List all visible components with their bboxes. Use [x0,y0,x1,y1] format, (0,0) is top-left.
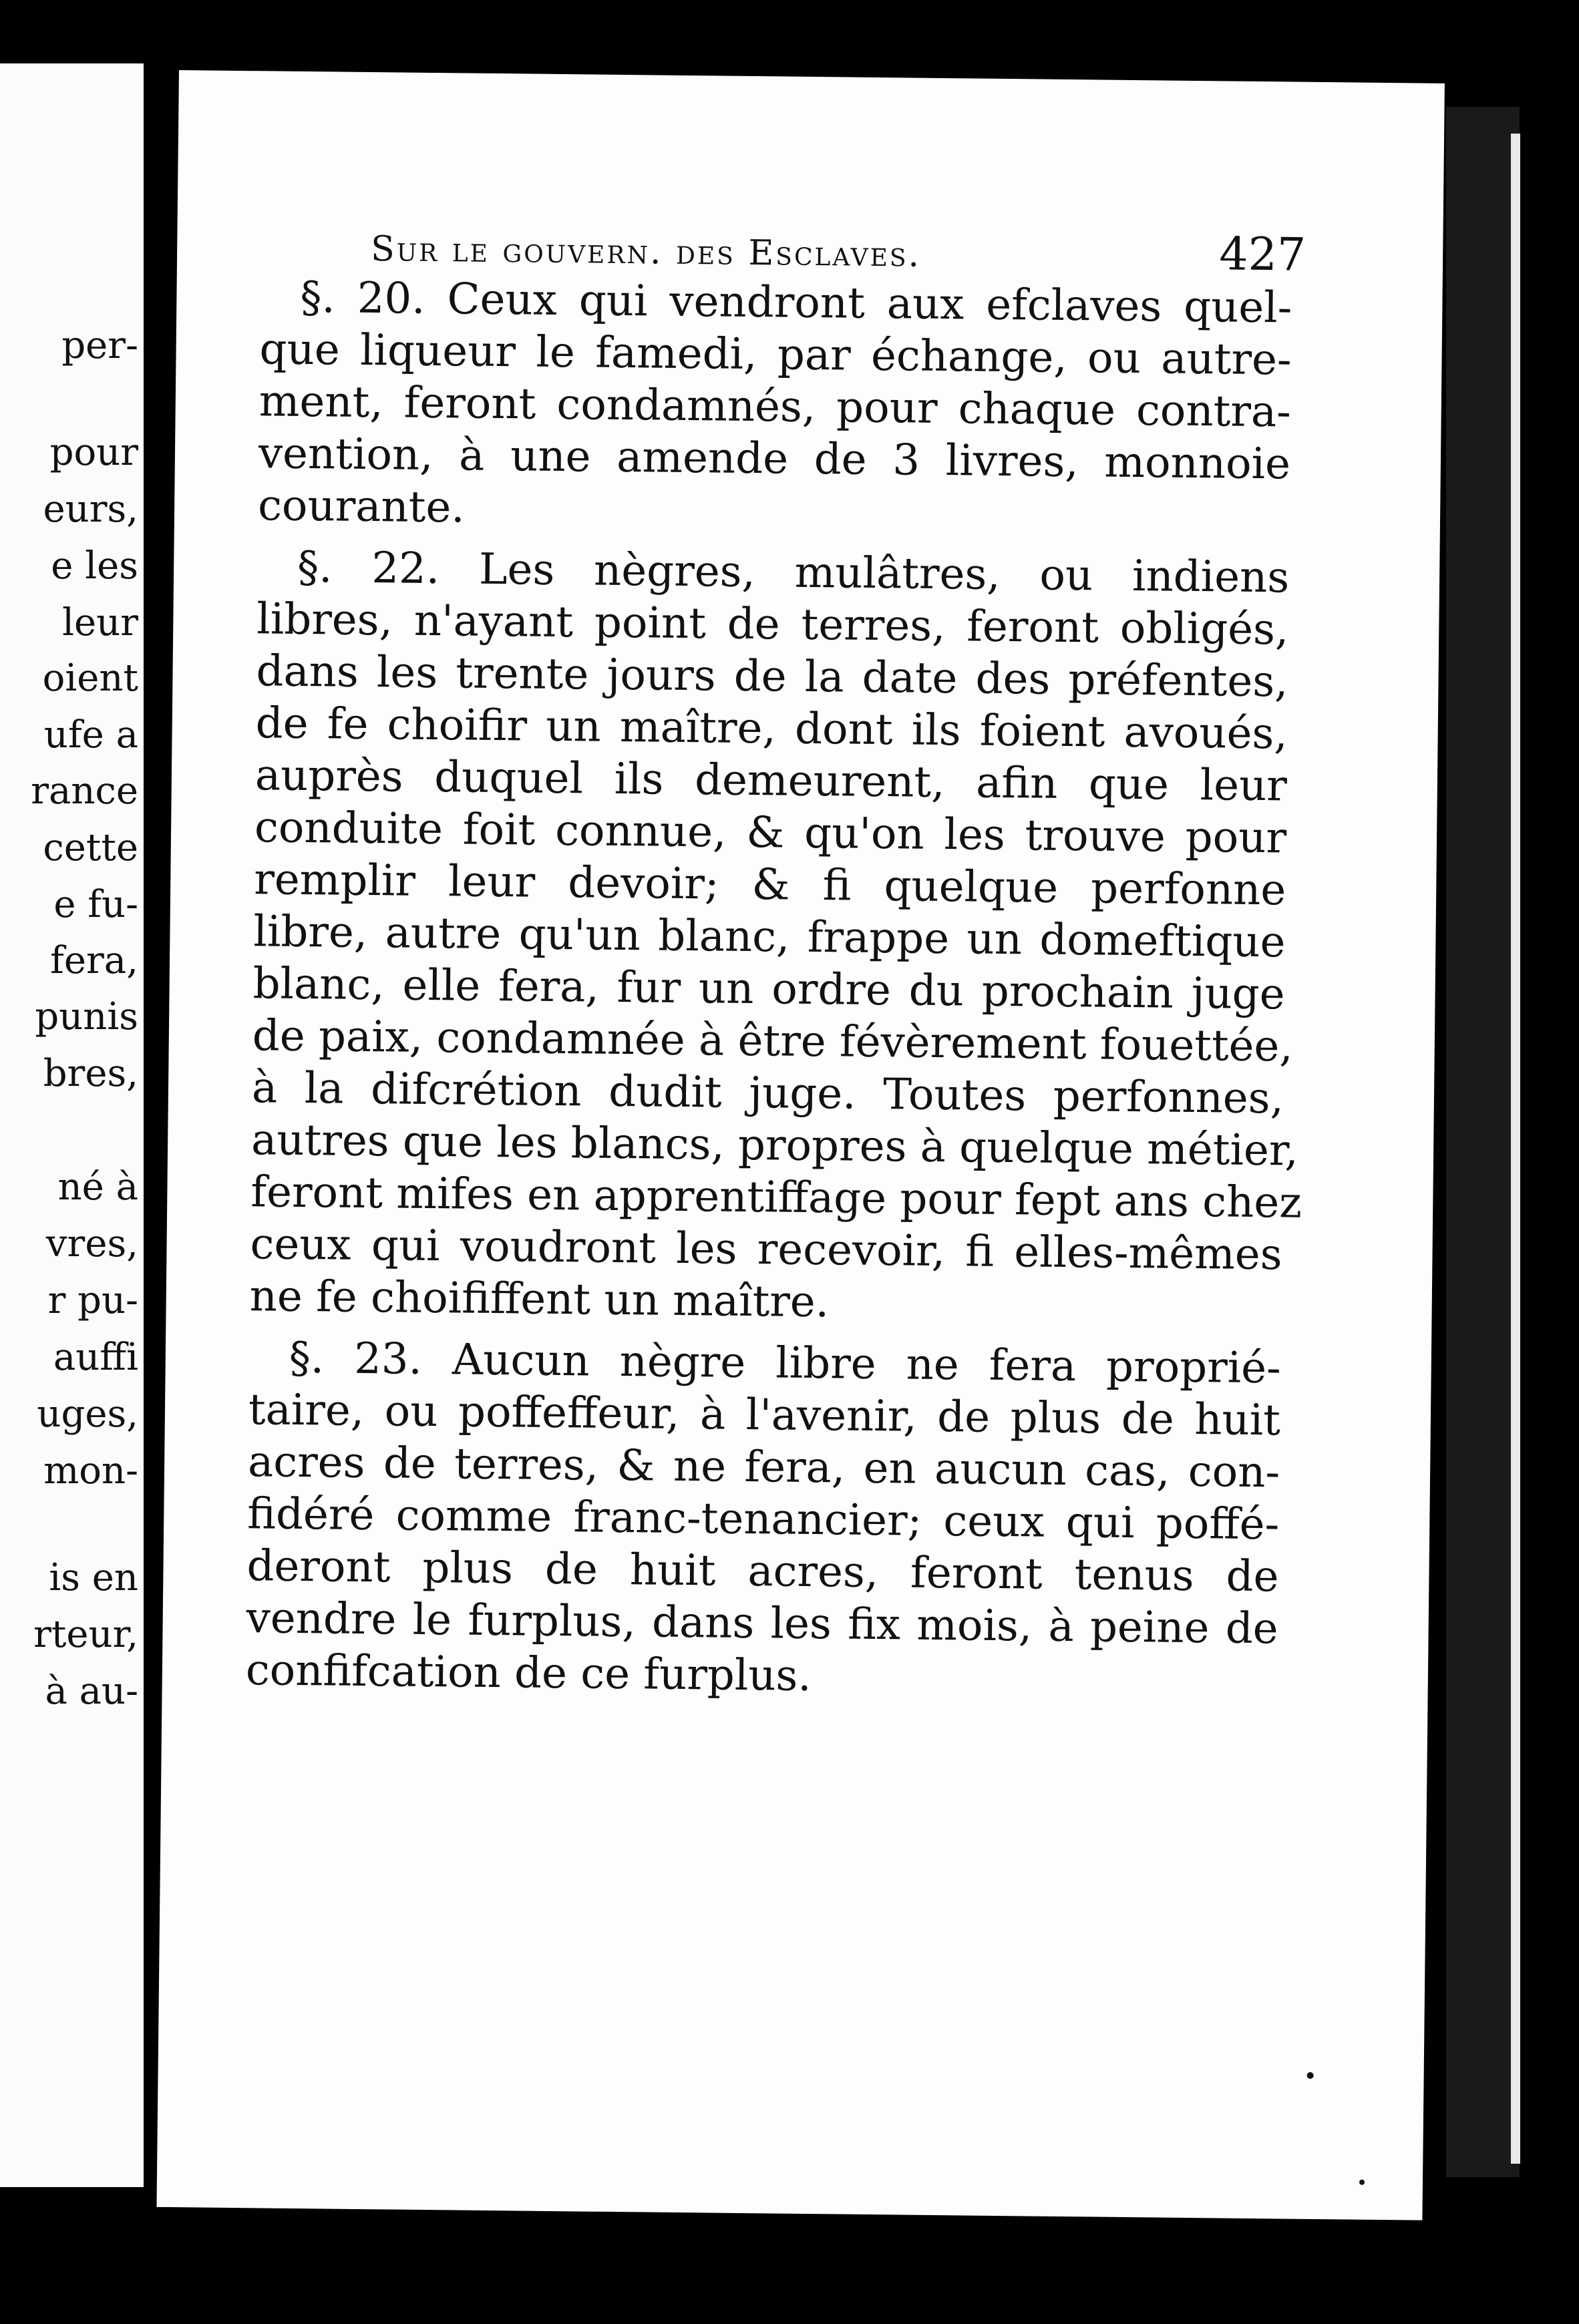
text-line: conduite foit connue, & qu'on les trouve pour [254,803,1287,863]
facing-page-line: e les [51,544,138,588]
text-line: fidéré comme franc-tenancier; ceux qui poffé- [246,1489,1280,1550]
text-line: vendre le furplus, dans les fix mois, à peine de [246,1593,1279,1654]
text-line: libres, n'ayant point de terres, feront obligés, [256,594,1289,655]
ink-speck [1307,2072,1314,2079]
facing-page-line: mon- [43,1449,138,1493]
facing-page-line: leur [62,601,138,644]
facing-page-line: r pu- [47,1279,138,1322]
text-line: libre, autre qu'un blanc, frappe un domeftique [253,907,1286,968]
book-spine-shadow [1446,107,1520,2177]
ink-speck [1359,2180,1365,2185]
text-line: ceux qui voudront les recevoir, fi elles-mêmes [250,1219,1282,1280]
facing-page-fragment [0,63,144,2187]
text-line: §. 22. Les nègres, mulâtres, ou indiens [297,542,1290,603]
facing-page-line: vres, [45,1222,138,1266]
facing-page-line: auffi [53,1336,138,1379]
book-page [156,70,1444,2220]
text-line: deront plus de huit acres, feront tenus de [246,1541,1279,1602]
facing-page-line: oient [42,656,138,700]
text-line: de fe choifir un maître, dont ils foient avoués, [255,699,1288,759]
text-line: dans les trente jours de la date des préfentes, [256,646,1288,707]
paragraph-22 [249,541,1302,1333]
facing-page-line: uges, [37,1392,138,1436]
body-text [245,271,1302,1716]
text-line: §. 20. Ceux qui vendront aux efclaves quel- [300,272,1292,333]
text-line: remplir leur devoir; & fi quelque perfonne [253,855,1286,916]
paragraph-20 [258,271,1292,542]
page-number: 427 [1218,228,1306,282]
running-title: Sur le gouvern. des Esclaves. [370,229,922,275]
text-line: feront mifes en apprentiffage pour fept ans chez [250,1167,1302,1228]
facing-page-line: ufe a [43,713,138,757]
text-line: que liqueur le famedi, par échange, ou autre- [259,325,1292,385]
text-line: acres de terres, & ne fera, en aucun cas, con- [247,1437,1280,1498]
facing-page-line: eurs, [43,488,138,531]
text-line: ment, feront condamnés, pour chaque contra- [258,377,1292,437]
text-line: ne fe choififfent un maître. [249,1272,830,1328]
facing-page-line: bres, [43,1052,138,1095]
text-line: §. 23. Aucun nègre libre ne fera proprié- [289,1333,1282,1394]
facing-page-line: à au- [45,1670,138,1713]
facing-page-line: e fu- [53,883,138,926]
text-line: confifcation de ce furplus. [245,1645,812,1702]
running-header [371,219,1306,282]
paragraph-23 [246,1332,1282,1707]
facing-page-line: per- [61,324,138,367]
text-line: vention, à une amende de 3 livres, monnoie [258,429,1291,490]
facing-page-line: cette [43,826,138,869]
text-line: blanc, elle fera, fur un ordre du prochain juge [252,959,1285,1020]
text-line: taire, ou poffeffeur, à l'avenir, de plus de huit [248,1385,1281,1446]
facing-page-line: rance [31,769,138,813]
text-line: autres que les blancs, propres à quelque métier, [250,1115,1299,1176]
page-edge [1511,134,1520,2164]
text-line: courante. [257,481,466,533]
facing-page-line: pour [49,431,138,474]
text-line: auprès duquel ils demeurent, afin que leur [254,751,1288,811]
facing-page-line: fera, [50,939,138,982]
text-line: de paix, condamnée à être févèrement fouettée, [252,1011,1294,1072]
facing-page-line: punis [35,995,138,1038]
facing-page-line: né à [57,1165,138,1209]
facing-page-line: rteur, [33,1613,138,1656]
text-line: à la difcrétion dudit juge. Toutes perfonnes, [251,1063,1284,1124]
facing-page-line: is en [49,1556,138,1599]
